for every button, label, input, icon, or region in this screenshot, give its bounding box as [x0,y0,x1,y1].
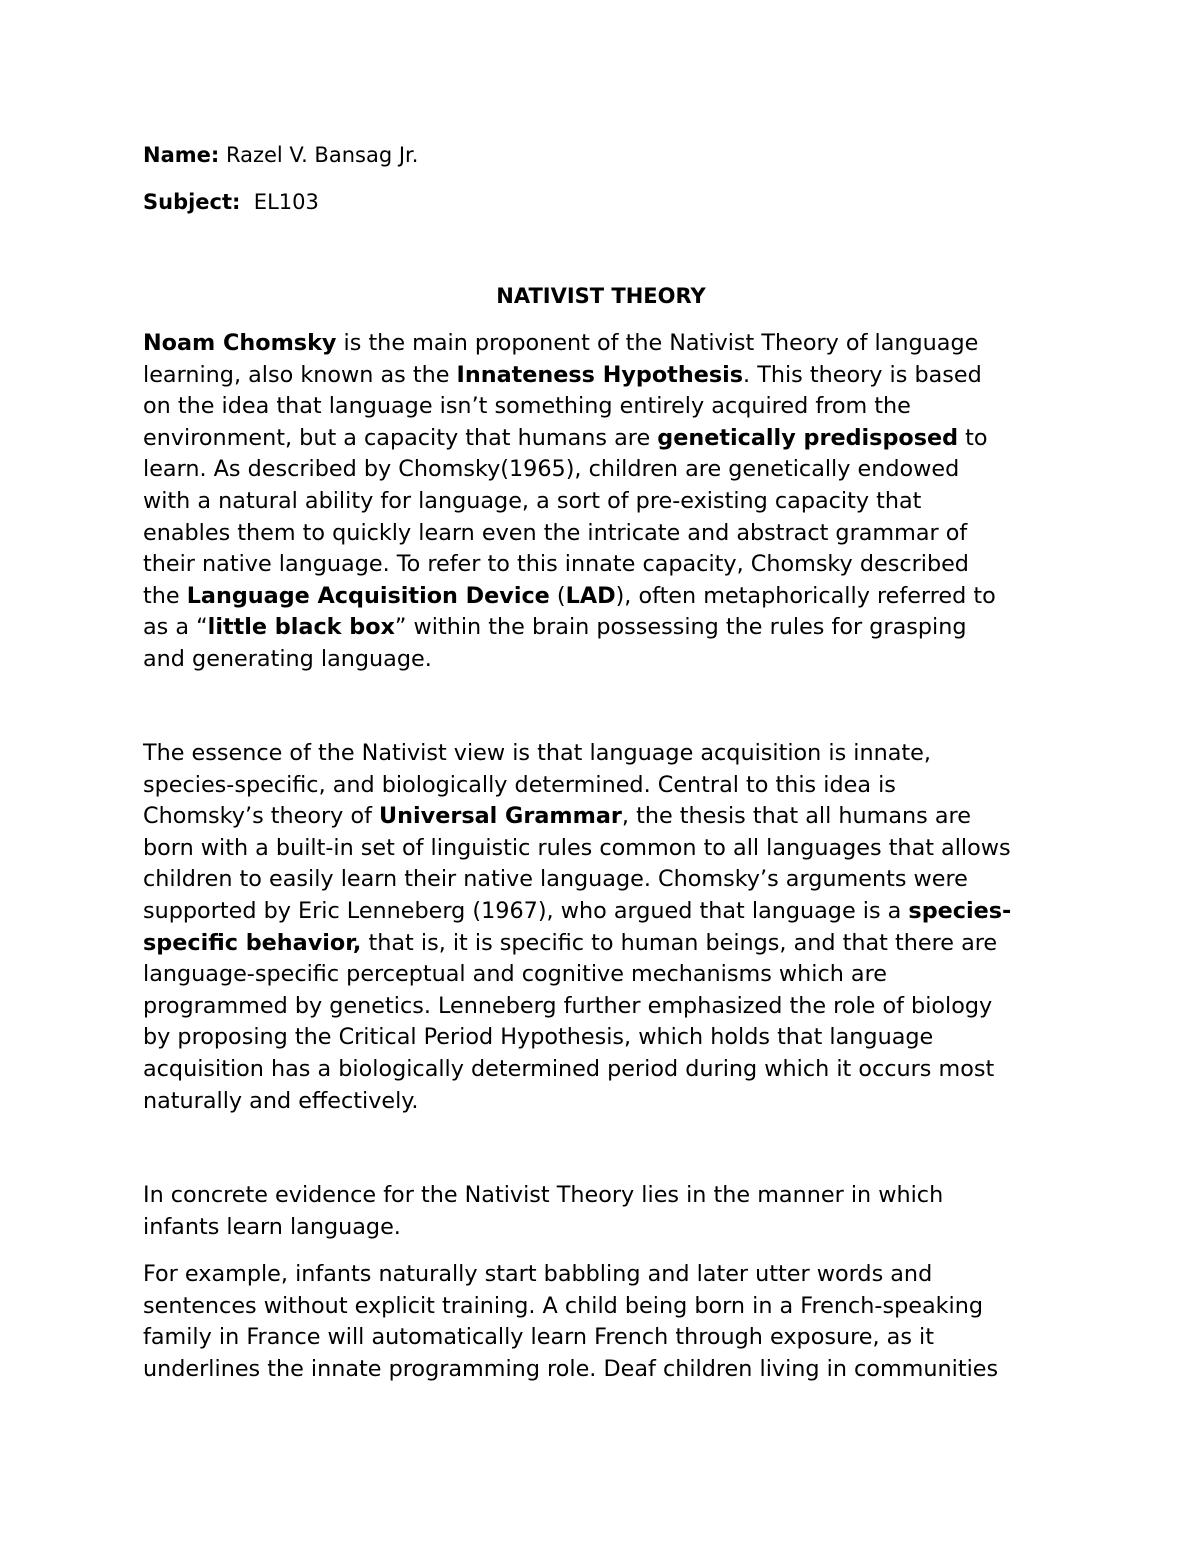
bold-term: little black box [207,614,395,641]
text-run: , the thesis that all humans are [621,803,971,830]
text-line: on the idea that language isn’t something entirely acquired from the [143,393,911,420]
text-line [143,360,1073,392]
text-line [143,423,1073,455]
text-line: In concrete evidence for the Nativist Theory lies in the manner in which [143,1182,944,1208]
bold-term: Innateness Hypothesis [456,361,744,388]
text-line: infants learn language. [143,1213,401,1240]
document-page [143,0,1073,1553]
text-line: children to easily learn their native language. Chomsky’s arguments were [143,866,968,893]
text-line: naturally and effectively. [143,1087,419,1114]
text-line: programmed by genetics. Lenneberg further emphasized the role of biology [143,992,993,1019]
text-line: acquisition has a biologically determined period during which it occurs most [143,1055,995,1082]
text-run: ” within the brain possessing the rules for grasping [394,614,967,641]
name-value: Razel V. Bansag Jr. [225,143,419,167]
text-run: ), often metaphorically referred to [615,582,996,609]
text-line: born with a built-in set of linguistic rules common to all languages that allows [143,834,1011,861]
subject-field [143,187,319,218]
text-line: species-specific, and biologically determined. Central to this idea is [143,771,896,798]
text-run: learning, also known as the [143,361,457,388]
text-line [143,801,1073,833]
bold-term: LAD [565,582,616,609]
text-run: . This theory is based [743,361,982,388]
text-run: as a “ [143,614,208,641]
text-line: The essence of the Nativist view is that language acquisition is innate, [143,740,931,766]
text-line: and generating language. [143,645,432,672]
text-line [143,581,1073,613]
text-line: learn. As described by Chomsky(1965), children are genetically endowed [143,456,960,483]
text-line: their native language. To refer to this innate capacity, Chomsky described [143,551,969,578]
text-line: For example, infants naturally start babbling and later utter words and [143,1261,933,1287]
subject-label: Subject: [143,190,241,214]
text-line: sentences without explicit training. A child being born in a French-speaking [143,1292,984,1319]
text-run: supported by Eric Lenneberg (1967), who argued that language is a [143,897,909,924]
text-line: by proposing the Critical Period Hypothesis, which holds that language [143,1024,934,1051]
paragraph-nativist-intro [143,328,1073,676]
text-run: the [143,582,187,609]
text-line: family in France will automatically learn French through exposure, as it [143,1324,934,1351]
text-line [143,896,1073,928]
text-run: Chomsky’s theory of [143,803,380,830]
text-run: to [958,424,988,451]
name-label: Name: [143,143,220,167]
text-line: language-specific perceptual and cognitive mechanisms which are [143,961,887,988]
text-line: underlines the innate programming role. Deaf children living in communities [143,1355,999,1382]
bold-term: Universal Grammar [379,803,622,830]
text-line [143,612,1073,644]
text-line: enables them to quickly learn even the intricate and abstract grammar of [143,519,968,546]
bold-term: genetically predisposed [657,424,959,451]
text-run: is the main proponent of the Nativist Theory of language [336,330,979,356]
document-title: NATIVIST THEORY [496,284,706,308]
bold-term: Noam Chomsky [143,330,337,356]
text-line: with a natural ability for language, a sort of pre-existing capacity that [143,487,922,514]
bold-term: species- [908,897,1012,924]
paragraph-example [143,1259,1073,1385]
subject-value: EL103 [253,190,319,214]
bold-term: Language Acquisition Device [186,582,550,609]
text-line [143,328,1073,360]
text-run: ( [549,582,566,609]
bold-term: specific behavior, [143,929,362,956]
paragraph-concrete-evidence [143,1180,1073,1243]
text-run: that is, it is specific to human beings, and that there are [361,929,998,956]
name-field [143,140,418,171]
text-run: environment, but a capacity that humans are [143,424,658,451]
paragraph-universal-grammar [143,738,1073,1117]
text-line [143,928,1073,960]
